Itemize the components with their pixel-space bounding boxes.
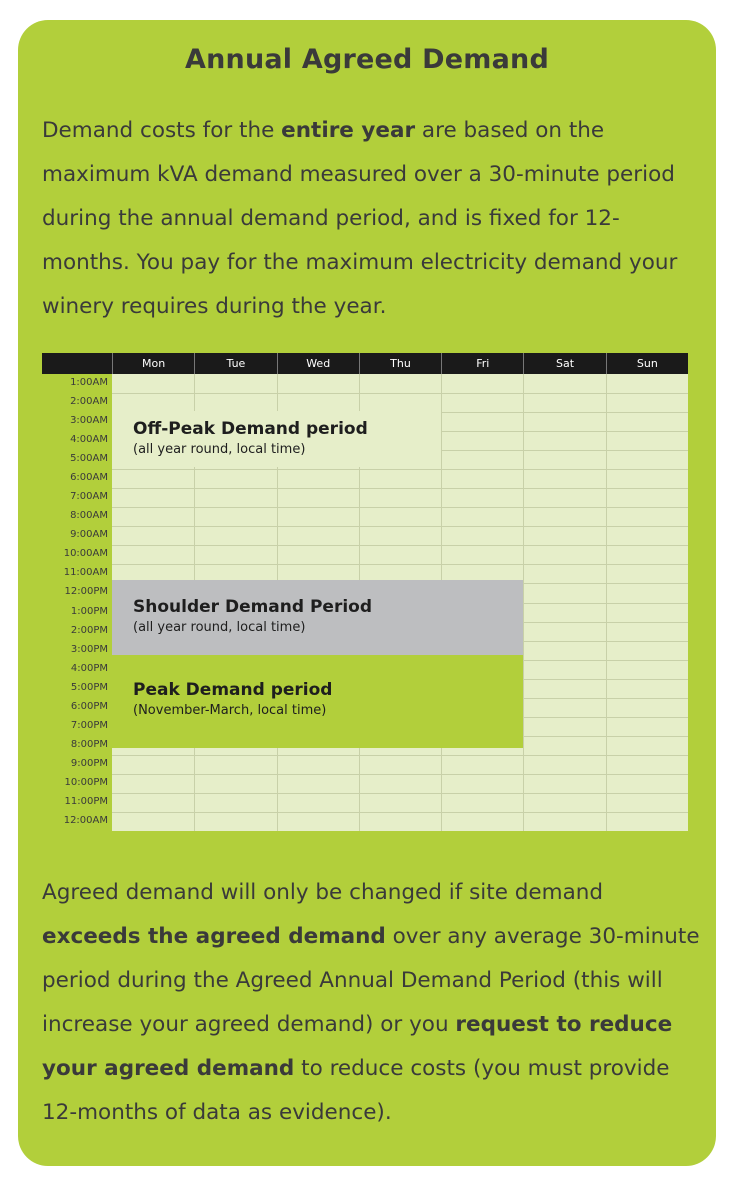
info-card (18, 20, 716, 1166)
time-label: 9:00AM (70, 529, 108, 541)
time-label: 12:00PM (64, 586, 108, 598)
day-header: Fri (441, 353, 523, 374)
outro-text-2: over any average 30-minute period during the Agreed Annual Demand Period (this will increase your agreed demand) or you (42, 924, 700, 1037)
intro-text-1: Demand costs for the (42, 118, 282, 143)
time-label: 3:00AM (70, 415, 108, 427)
grid-row-line (112, 507, 688, 508)
day-header: Sat (523, 353, 605, 374)
outro-bold-2: request to reduce your agreed demand (42, 1012, 673, 1081)
grid-row-line (112, 393, 688, 394)
card-title: Annual Agreed Demand (185, 44, 549, 75)
time-label: 6:00AM (70, 472, 108, 484)
day-header: Wed (277, 353, 359, 374)
grid-row-line (112, 812, 688, 813)
shoulder-title: Shoulder Demand Period (133, 597, 373, 617)
shoulder-zone (112, 580, 523, 655)
day-header: Thu (359, 353, 441, 374)
time-label: 5:00PM (70, 681, 108, 693)
grid-row-line (112, 488, 688, 489)
demand-schedule-table (42, 353, 688, 831)
day-header: Sun (606, 353, 688, 374)
time-label: 3:00PM (70, 643, 108, 655)
grid-row-line (112, 793, 688, 794)
day-header: Tue (194, 353, 276, 374)
intro-bold-1: entire year (281, 118, 416, 143)
time-label: 9:00PM (70, 757, 108, 769)
day-header: Mon (112, 353, 194, 374)
time-label: 2:00AM (70, 396, 108, 408)
intro-text-2: are based on the maximum kVA demand measured over a 30-minute period during the annual demand period, and is fixed for 12-months. You pay for the maximum electricity demand your winery requires during the year. (42, 118, 678, 319)
peak-subtitle: (November-March, local time) (133, 703, 327, 718)
shoulder-subtitle: (all year round, local time) (133, 620, 306, 635)
time-label: 6:00PM (70, 700, 108, 712)
time-label: 8:00PM (70, 738, 108, 750)
time-label: 2:00PM (70, 624, 108, 636)
offpeak-subtitle: (all year round, local time) (133, 442, 306, 457)
time-label: 1:00PM (70, 605, 108, 617)
peak-zone (112, 655, 523, 748)
time-label: 1:00AM (70, 377, 108, 388)
grid-row-line (112, 545, 688, 546)
time-label: 10:00PM (64, 776, 108, 788)
time-label: 7:00AM (70, 491, 108, 503)
time-label: 7:00PM (70, 719, 108, 731)
time-label: 8:00AM (70, 510, 108, 522)
outro-text-3: to reduce costs (you must provide 12-months of data as evidence). (42, 1056, 670, 1125)
grid-row-line (112, 469, 688, 470)
outro-paragraph (42, 871, 702, 1135)
offpeak-zone (112, 411, 441, 467)
intro-paragraph (42, 109, 702, 329)
outro-bold-1: exceeds the agreed demand (42, 924, 386, 949)
table-body (112, 374, 688, 831)
grid-row-line (112, 564, 688, 565)
grid-row-line (112, 755, 688, 756)
time-label: 11:00AM (63, 567, 108, 579)
time-label: 4:00AM (70, 434, 108, 446)
time-label: 4:00PM (70, 662, 108, 674)
time-label: 10:00AM (63, 548, 108, 560)
grid-row-line (112, 526, 688, 527)
table-header-row (42, 353, 688, 374)
time-label: 5:00AM (70, 453, 108, 465)
outro-text-1: Agreed demand will only be changed if site demand (42, 880, 604, 905)
peak-title: Peak Demand period (133, 680, 333, 700)
time-label: 12:00AM (63, 814, 108, 826)
grid-row-line (112, 774, 688, 775)
offpeak-title: Off-Peak Demand period (133, 419, 368, 439)
time-label: 11:00PM (64, 795, 108, 807)
